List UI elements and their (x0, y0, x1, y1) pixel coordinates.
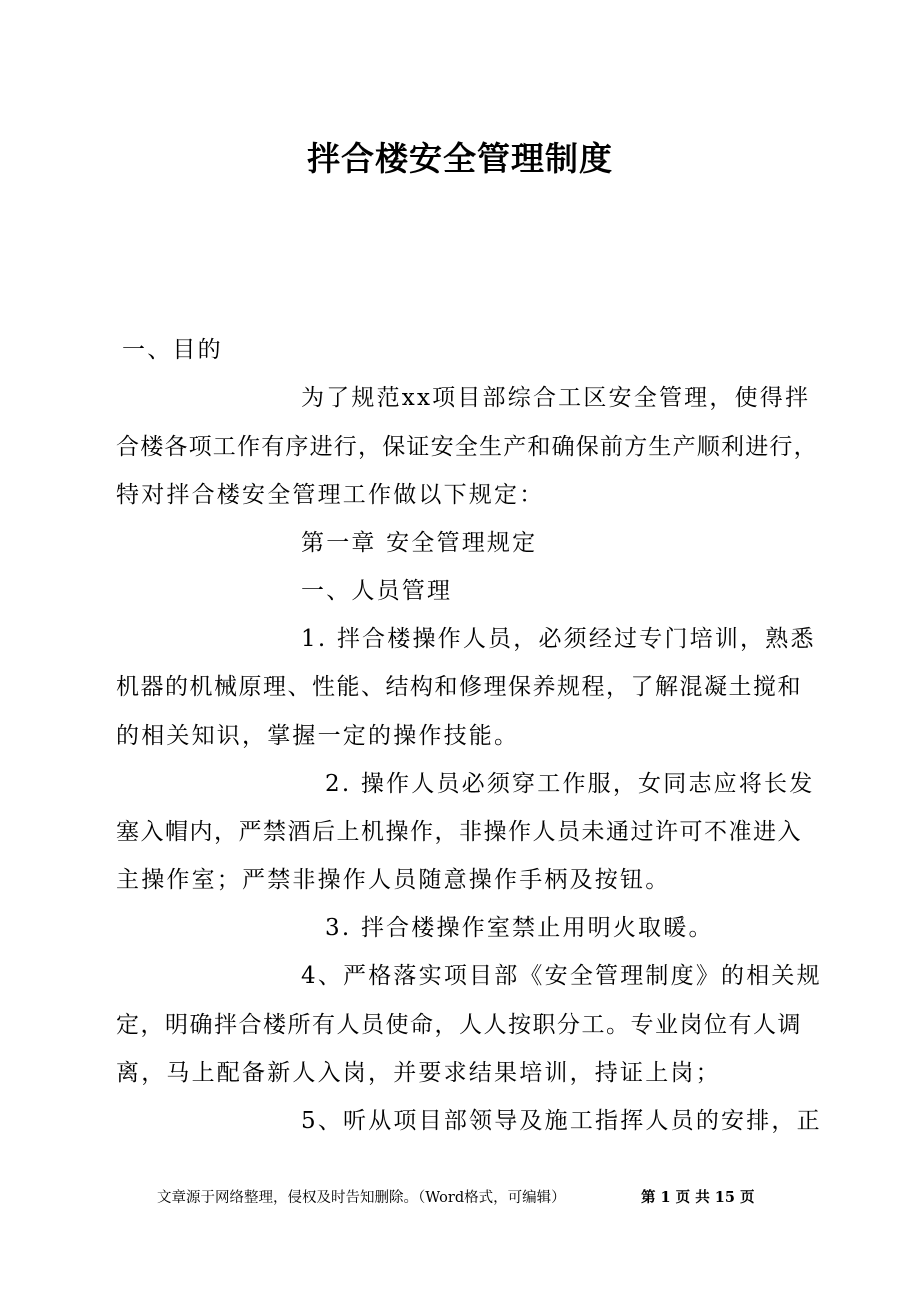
paragraph-line: 的相关知识，掌握一定的操作技能。 (116, 723, 520, 749)
paragraph-line: 5、听从项目部领导及施工指挥人员的安排，正 (301, 1108, 822, 1134)
document-title: 拌合楼安全管理制度 (307, 139, 613, 178)
section-heading-personnel: 一、人员管理 (301, 578, 453, 604)
paragraph-line: 2. 操作人员必须穿工作服，女同志应将长发 (325, 771, 815, 797)
paragraph-line: 1. 拌合楼操作人员，必须经过专门培训，熟悉 (301, 626, 816, 652)
chapter-heading: 第一章 安全管理规定 (301, 530, 538, 556)
section-heading-purpose: 一、目的 (122, 337, 223, 363)
footer-note: 文章源于网络整理，侵权及时告知删除。（Word格式，可编辑） (157, 1190, 566, 1206)
paragraph-line: 主操作室；严禁非操作人员随意操作手柄及按钮。 (116, 867, 671, 893)
paragraph-line: 3. 拌合楼操作室禁止用明火取暖。 (325, 915, 714, 941)
paragraph-line: 为了规范xx项目部综合工区安全管理，使得拌 (301, 385, 811, 411)
paragraph-line: 定，明确拌合楼所有人员使命，人人按职分工。专业岗位有人调 (116, 1012, 802, 1038)
paragraph-line: 合楼各项工作有序进行，保证安全生产和确保前方生产顺利进行， (116, 434, 818, 460)
paragraph-line: 4、严格落实项目部《安全管理制度》的相关规 (301, 963, 822, 989)
page-number: 第 1 页 共 15 页 (641, 1189, 755, 1206)
paragraph-line: 机器的机械原理、性能、结构和修理保养规程，了解混凝土搅和 (116, 674, 802, 700)
paragraph-line: 特对拌合楼安全管理工作做以下规定： (116, 482, 545, 508)
paragraph-line: 离，马上配备新人入岗，并要求结果培训，持证上岗； (116, 1060, 721, 1086)
paragraph-line: 塞入帽内，严禁酒后上机操作，非操作人员未通过许可不准进入 (116, 819, 802, 845)
